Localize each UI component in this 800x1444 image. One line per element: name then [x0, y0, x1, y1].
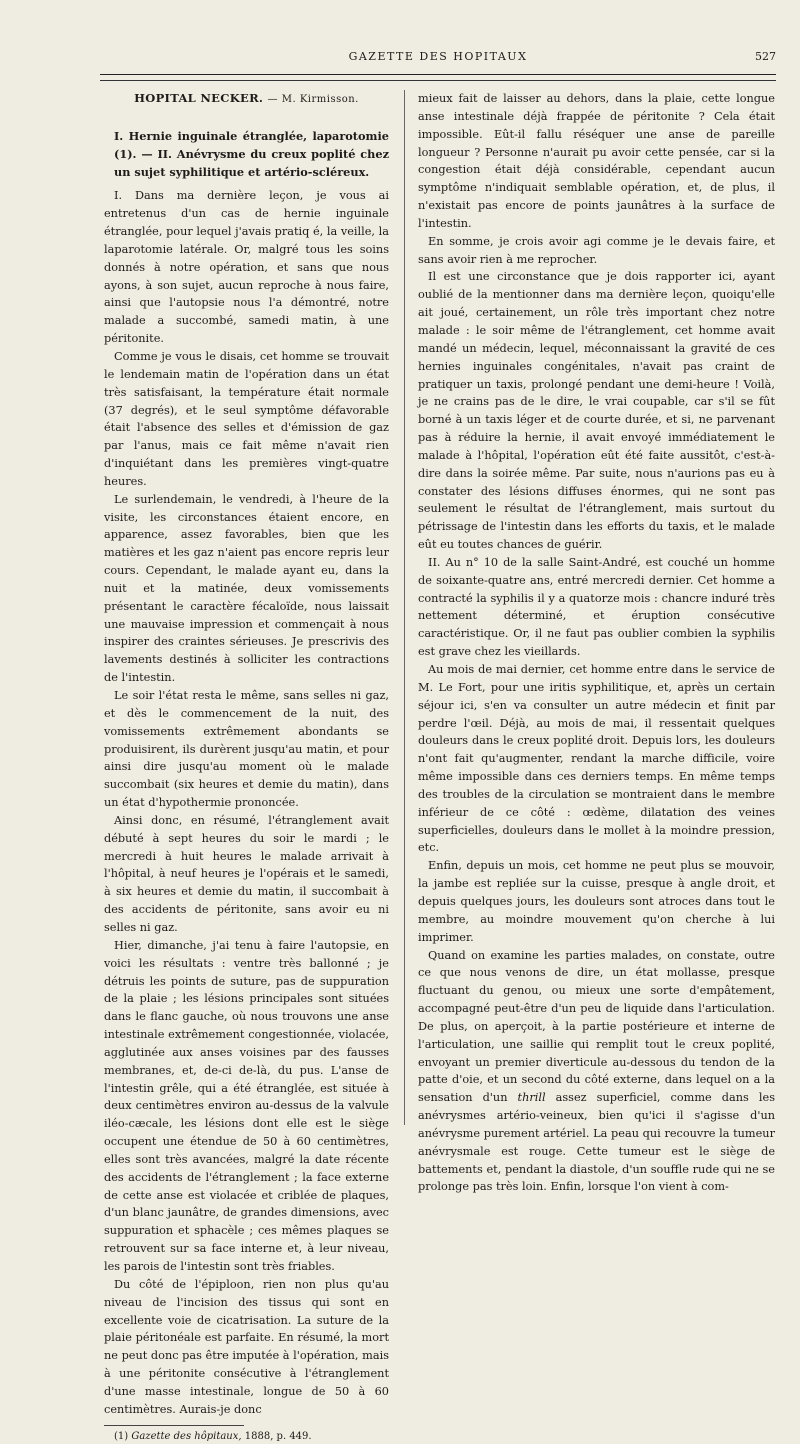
- paragraph: Le soir l'état resta le même, sans selles ni gaz, et dès le commencement de la nuit, des vomissements extrêmement abondants se produisirent, ils durèrent jusqu'au matin, et pour ainsi dire jusqu'au moment où le malade succombait (six heures et demie du matin), dans un état d'hypothermie prononcée.: [104, 689, 389, 810]
- paragraph-text: Quand on examine les parties malades, on constate, outre ce que nous venons de dire, un état mollasse, presque fluctuant du genou, ou mieux une sorte d'empâtement, accompagné peut-être d'un peu de liquide dans l'articulation. De plus, on aperçoit, à la partie postérieure et interne de l'articulation, une saillie qui remplit tout le creux poplité, envoyant un premier diverticule au-dessous du tendon de la patte d'oie, et un second du côté externe, dans lequel on a la sensation d'un: [418, 948, 775, 1105]
- footnote-reference: 1888, p. 449.: [244, 1430, 312, 1442]
- paragraph: En somme, je crois avoir agi comme je le devais faire, et sans avoir rien à me reprocher.: [418, 234, 775, 266]
- paragraph: II. Au n° 10 de la salle Saint-André, est couché un homme de soixante-quatre ans, entré mercredi dernier. Cet homme a contracté la syphilis il y a quatorze mois : chancre induré très nettement déterminé, et éruption consécutive caractéristique. Or, il ne faut pas oublier combien la syphilis est grave chez les vieillards.: [418, 555, 775, 659]
- paragraph: [418, 947, 775, 1197]
- journal-title: GAZETTE DES HOPITAUX: [348, 50, 528, 63]
- paragraph: I. Dans ma dernière leçon, je vous ai entretenus d'un cas de hernie inguinale étranglée, pour lequel j'avais pratiq é, la veille, la laparotomie latérale. Or, malgré tous les soins donnés à notre opération, et sans que nous ayons, à son sujet, aucun reproche à nous faire, ainsi que l'autopsie nous l'a démontré, notre malade a succombé, samedi matin, à une péritonite.: [104, 189, 389, 346]
- footnote: [104, 1430, 389, 1444]
- footnote-source: Gazette des hôpitaux,: [131, 1430, 242, 1442]
- paragraph: Il est une circonstance que je dois rapporter ici, ayant oublié de la mentionner dans ma dernière leçon, quoiqu'elle ait joué, certainement, un rôle très important chez notre malade : le soir même de l'étranglement, cet homme avait mandé un médecin, lequel, méconnaissant la gravité de ces hernies inguinales congénitales, n'avait pas craint de pratiquer un taxis, prolongé pendant une demi-heure ! Voilà, je ne crains pas de le dire, le vrai coupable, car s'il se fût borné à un taxis léger et de courte durée, et si, ne parvenant pas à réduire la hernie, il avait envoyé immédiatement le malade à l'hôpital, l'opération eût été faite aussitôt, c'est-à-dire dans la soirée même. Par suite, nous n'aurions pas eu à constater des lésions diffuses énormes, qui ne sont pas seulement le résultat de l'étranglement, mais surtout du pétrissage de l'intestin dans les efforts du taxis, et le malade eût eu toutes chances de guérir.: [418, 270, 775, 552]
- paragraph: Hier, dimanche, j'ai tenu à faire l'autopsie, en voici les résultats : ventre très ballonné ; je détruis les points de suture, pas de suppuration de la plaie ; les lésions principales sont situées dans le flanc gauche, où nous trouvons une anse intestinale extrêmement congestionnée, violacée, agglutinée aux anses voisines par des fausses membranes, et, de-ci de-là, du pus. L'anse de l'intestin grêle, qui a été étranglée, est située à deux centimètres environ au-dessus de la valvule iléo-cæcale, les lésions dont elle est le siège occupent une étendue de 50 à 60 centimètres, elles sont très avancées, malgré la date récente des accidents de l'étranglement ; la face externe de cette anse est violacée et criblée de plaques, d'un blanc jaunâtre, de grandes dimensions, avec suppuration et sphacèle ; ces mêmes plaques se retrouvent sur sa face interne et, à leur niveau, les parois de l'intestin sont très friables.: [104, 938, 389, 1273]
- footnote-rule: [104, 1425, 244, 1426]
- header-rule-thin: [100, 80, 776, 81]
- column-divider: [404, 90, 405, 1125]
- running-header: [100, 50, 776, 70]
- thrill-term: thrill: [517, 1091, 546, 1105]
- paragraph: Comme je vous le disais, cet homme se trouvait le lendemain matin de l'opération dans un état très satisfaisant, la température était normale (37 degrés), et le seul symptôme défavorable était l'absence des selles et d'émission de gaz par l'anus, mais ce fait même n'avait rien d'inquiétant dans les premières vingt-quatre heures.: [104, 349, 389, 488]
- right-column: [418, 90, 775, 1196]
- paragraph: Ainsi donc, en résumé, l'étranglement avait débuté à sept heures du soir le mardi ; le mercredi à huit heures le malade arrivait à l'hôpital, à neuf heures je l'opérais et le samedi, à six heures et demie du matin, il succombait à des accidents de péritonite, sans avoir eu ni selles ni gaz.: [104, 813, 389, 934]
- paragraph: mieux fait de laisser au dehors, dans la plaie, cette longue anse intestinale déjà frappée de péritonite ? Cela était impossible. Eût-il fallu réséquer une anse de pareille longueur ? Personne n'aurait pu avoir cette pensée, car si la congestion était déjà considérable, cependant aucun symptôme n'indiquait semblable opération, et, de plus, il n'existait pas encore de points jaunâtres à la surface de l'intestin.: [418, 92, 775, 230]
- article-subtitle: I. Hernie inguinale étranglée, laparotomie (1). — II. Anévrysme du creux poplité chez un sujet syphilitique et artério-scléreux.: [114, 128, 389, 179]
- footnote-number: (1): [114, 1430, 129, 1442]
- author-name: — M. Kirmisson.: [267, 94, 359, 105]
- paragraph: Enfin, depuis un mois, cet homme ne peut plus se mouvoir, la jambe est repliée sur la cuisse, presque à angle droit, et depuis quelques jours, les douleurs sont atroces dans tout le membre, au moindre mouvement qu'on cherche à lui imprimer.: [418, 859, 775, 944]
- page-number: 527: [755, 50, 776, 63]
- paragraph: Du côté de l'épiploon, rien non plus qu'au niveau de l'incision des tissus qui sont en excellente voie de cicatrisation. La suture de la plaie péritonéale est parfaite. En résumé, la mort ne peut donc pas être imputée à l'opération, mais à une péritonite consécutive à l'étranglement d'une masse intestinale, longue de 50 à 60 centimètres. Aurais-je donc: [104, 1277, 389, 1416]
- paragraph: Au mois de mai dernier, cet homme entre dans le service de M. Le Fort, pour une iritis syphilitique, et, après un certain séjour ici, s'en va consulter un autre médecin et finit par perdre l'œil. Déjà, au mois de mai, il ressentait quelques douleurs dans le creux poplité droit. Depuis lors, les douleurs n'ont fait qu'augmenter, rendant la marche difficile, voire même impossible dans ces derniers temps. En même temps des troubles de la circulation se montraient dans le membre inférieur de ce côté : œdème, dilatation des veines superficielles, douleurs dans le mollet à la moindre pression, etc.: [418, 663, 775, 855]
- paragraph: Le surlendemain, le vendredi, à l'heure de la visite, les circonstances étaient encore, en apparence, assez favorables, bien que les matières et les gaz n'aient pas encore repris leur cours. Cependant, le malade ayant eu, dans la nuit et la matinée, deux vomissements présentant le caractère fécaloïde, nous laissait une mauvaise impression et commençait à nous inspirer des craintes sérieuses. Je prescrivis des lavements destinés à solliciter les contractions de l'intestin.: [104, 492, 389, 685]
- hospital-heading: [104, 90, 389, 109]
- header-rule-thick: [100, 74, 776, 75]
- left-column: [104, 90, 389, 1444]
- hospital-name: HOPITAL NECKER.: [134, 91, 264, 105]
- paragraph-text: assez superficiel, comme dans les anévrysmes artério-veineux, bien qu'ici il s'agisse d'un anévrysme purement artériel. La peau qui recouvre la tumeur anévrysmale est rouge. Cette tumeur est le siège de battements et, pendant la diastole, d'un souffle rude qui ne se prolonge pas très loin. Enfin, lorsque l'on vient à com-: [418, 1091, 775, 1194]
